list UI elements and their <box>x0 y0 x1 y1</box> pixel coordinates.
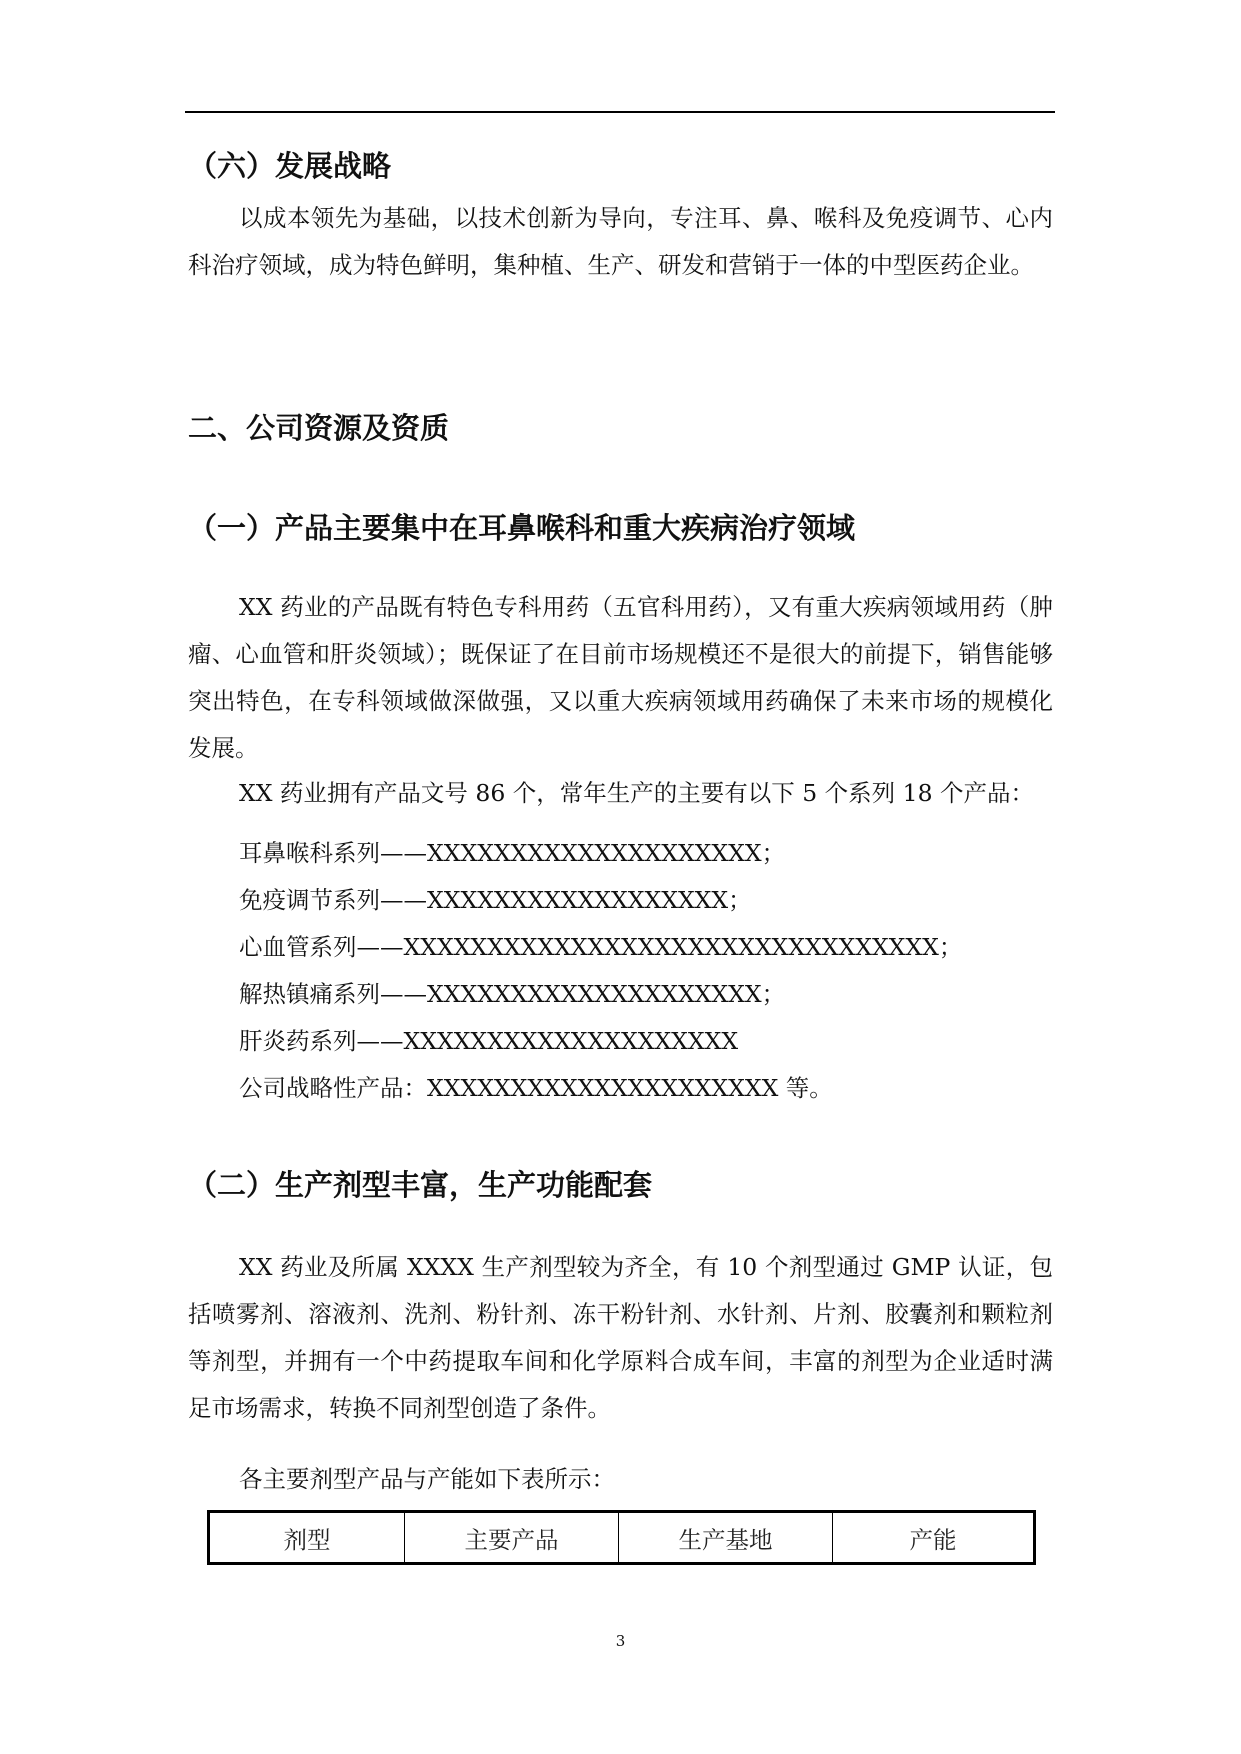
section-one-paragraph-2: XX 药业拥有产品文号 86 个，常年生产的主要有以下 5 个系列 18 个产品： <box>239 779 1035 807</box>
series-item: 免疫调节系列——XXXXXXXXXXXXXXXXXX； <box>239 886 752 914</box>
header-rule <box>185 111 1055 113</box>
series-item: 耳鼻喉科系列——XXXXXXXXXXXXXXXXXXXX； <box>239 839 786 867</box>
table-header-cell: 产能 <box>833 1512 1035 1564</box>
section-six-paragraph: 以成本领先为基础，以技术创新为导向，专注耳、鼻、喉科及免疫调节、心内科治疗领域，成为特色鲜明，集种植、生产、研发和营销于一体的中型医药企业。 <box>188 204 1053 279</box>
series-item: 肝炎药系列——XXXXXXXXXXXXXXXXXXXX <box>239 1027 739 1055</box>
section-six-heading: （六）发展战略 <box>188 149 392 183</box>
page-number: 3 <box>615 1632 626 1650</box>
chapter-two-heading: 二、公司资源及资质 <box>188 411 450 445</box>
section-two-heading: （二）生产剂型丰富，生产功能配套 <box>188 1168 653 1202</box>
series-item: 心血管系列——XXXXXXXXXXXXXXXXXXXXXXXXXXXXXXXX； <box>239 933 963 961</box>
dosage-capacity-table <box>207 1510 1036 1565</box>
section-one-heading: （一）产品主要集中在耳鼻喉科和重大疾病治疗领域 <box>188 511 856 545</box>
section-one-paragraph-1: XX 药业的产品既有特色专科用药（五官科用药），又有重大疾病领域用药（肿瘤、心血管和肝炎领域）；既保证了在目前市场规模还不是很大的前提下，销售能够突出特色，在专科领域做深做强，又以重大疾病领域用药确保了未来市场的规模化发展。 <box>188 593 1053 762</box>
section-two-paragraph: XX 药业及所属 XXXX 生产剂型较为齐全，有 10 个剂型通过 GMP 认证，包括喷雾剂、溶液剂、洗剂、粉针剂、冻干粉针剂、水针剂、片剂、胶囊剂和颗粒剂等剂型，并拥有一个中药提取车间和化学原料合成车间，丰富的剂型为企业适时满足市场需求，转换不同剂型创造了条件。 <box>188 1253 1053 1422</box>
table-intro: 各主要剂型产品与产能如下表所示： <box>239 1465 615 1493</box>
table-header-cell: 剂型 <box>209 1512 405 1564</box>
table-header-cell: 生产基地 <box>619 1512 833 1564</box>
table-header-row <box>209 1512 1035 1564</box>
series-item: 解热镇痛系列——XXXXXXXXXXXXXXXXXXXX； <box>239 980 786 1008</box>
table-header-cell: 主要产品 <box>405 1512 619 1564</box>
series-item: 公司战略性产品：XXXXXXXXXXXXXXXXXXXXX 等。 <box>239 1074 833 1102</box>
